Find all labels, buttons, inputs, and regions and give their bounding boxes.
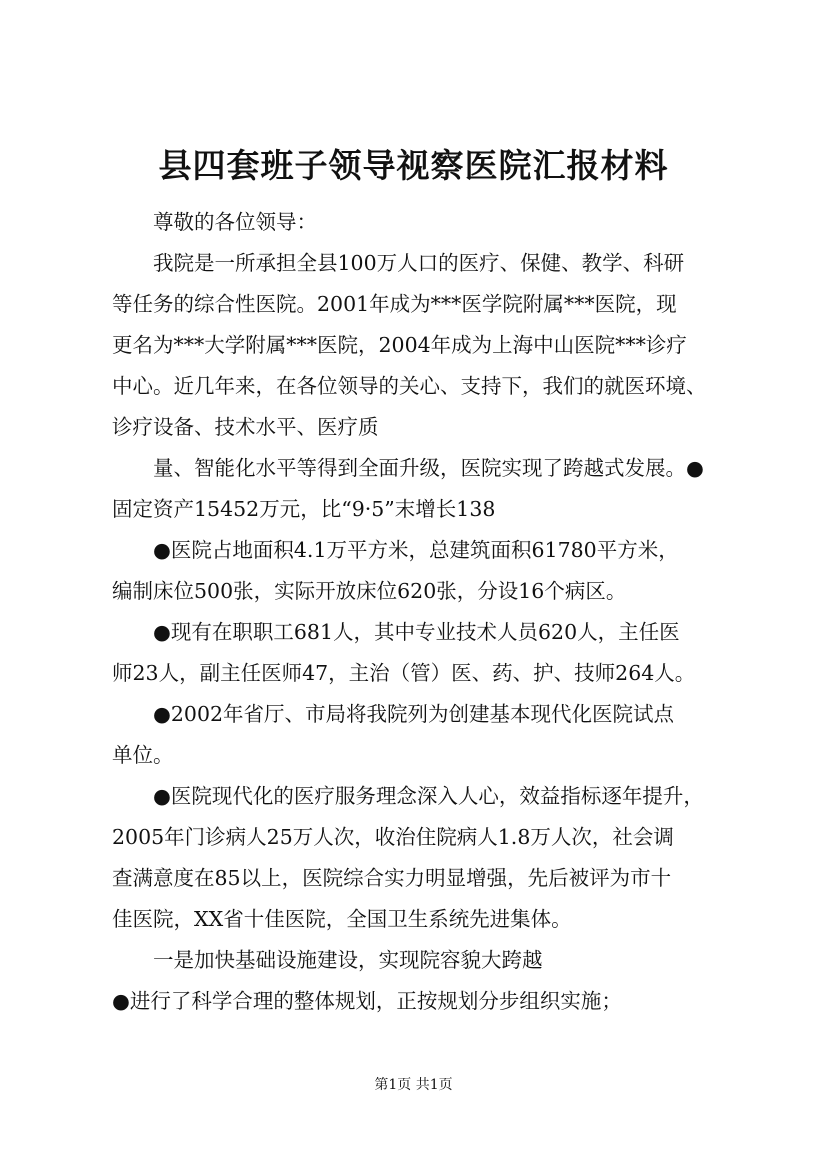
body-line: 等任务的综合性医院。2001年成为***医学院附属***医院，现 [112, 292, 677, 316]
bullet-line: ●进行了科学合理的整体规划，正按规划分步组织实施； [112, 989, 622, 1013]
bullet-line: ●医院现代化的医疗服务理念深入人心，效益指标逐年提升， [153, 784, 704, 808]
body-line: 更名为***大学附属***医院，2004年成为上海中山医院***诊疗 [112, 333, 687, 357]
body-line: 中心。近几年来，在各位领导的关心、支持下，我们的就医环境、 [112, 374, 707, 398]
body-line: 我院是一所承担全县100万人口的医疗、保健、教学、科研 [153, 251, 685, 275]
body-line: 量、智能化水平等得到全面升级，医院实现了跨越式发展。● [153, 456, 704, 480]
document-body [112, 202, 752, 1022]
page-footer: 第1页 共1页 [374, 1077, 453, 1093]
body-line: 诊疗设备、技术水平、医疗质 [112, 415, 379, 439]
body-line: 师23人，副主任医师47，主治（管）医、药、护、技师264人。 [112, 661, 696, 685]
section-heading-line: 一是加快基础设施建设，实现院容貌大跨越 [153, 948, 543, 972]
body-line: 编制床位500张，实际开放床位620张，分设16个病区。 [112, 579, 627, 603]
body-line: 佳医院，XX省十佳医院，全国卫生系统先进集体。 [112, 907, 572, 931]
salutation-line: 尊敬的各位领导： [153, 210, 317, 234]
body-line: 固定资产15452万元，比“9·5”末增长138 [112, 497, 496, 521]
body-line: 2005年门诊病人25万人次，收治住院病人1.8万人次，社会调 [112, 825, 674, 849]
bullet-line: ●2002年省厅、市局将我院列为创建基本现代化医院试点 [153, 702, 675, 726]
bullet-line: ●现有在职职工681人，其中专业技术人员620人，主任医 [153, 620, 680, 644]
body-line: 查满意度在85以上，医院综合实力明显增强，先后被评为市十 [112, 866, 672, 890]
body-line: 单位。 [112, 743, 174, 767]
bullet-line: ●医院占地面积4.1万平方米，总建筑面积61780平方米， [153, 538, 679, 562]
document-title: 县四套班子领导视察医院汇报材料 [158, 146, 669, 185]
